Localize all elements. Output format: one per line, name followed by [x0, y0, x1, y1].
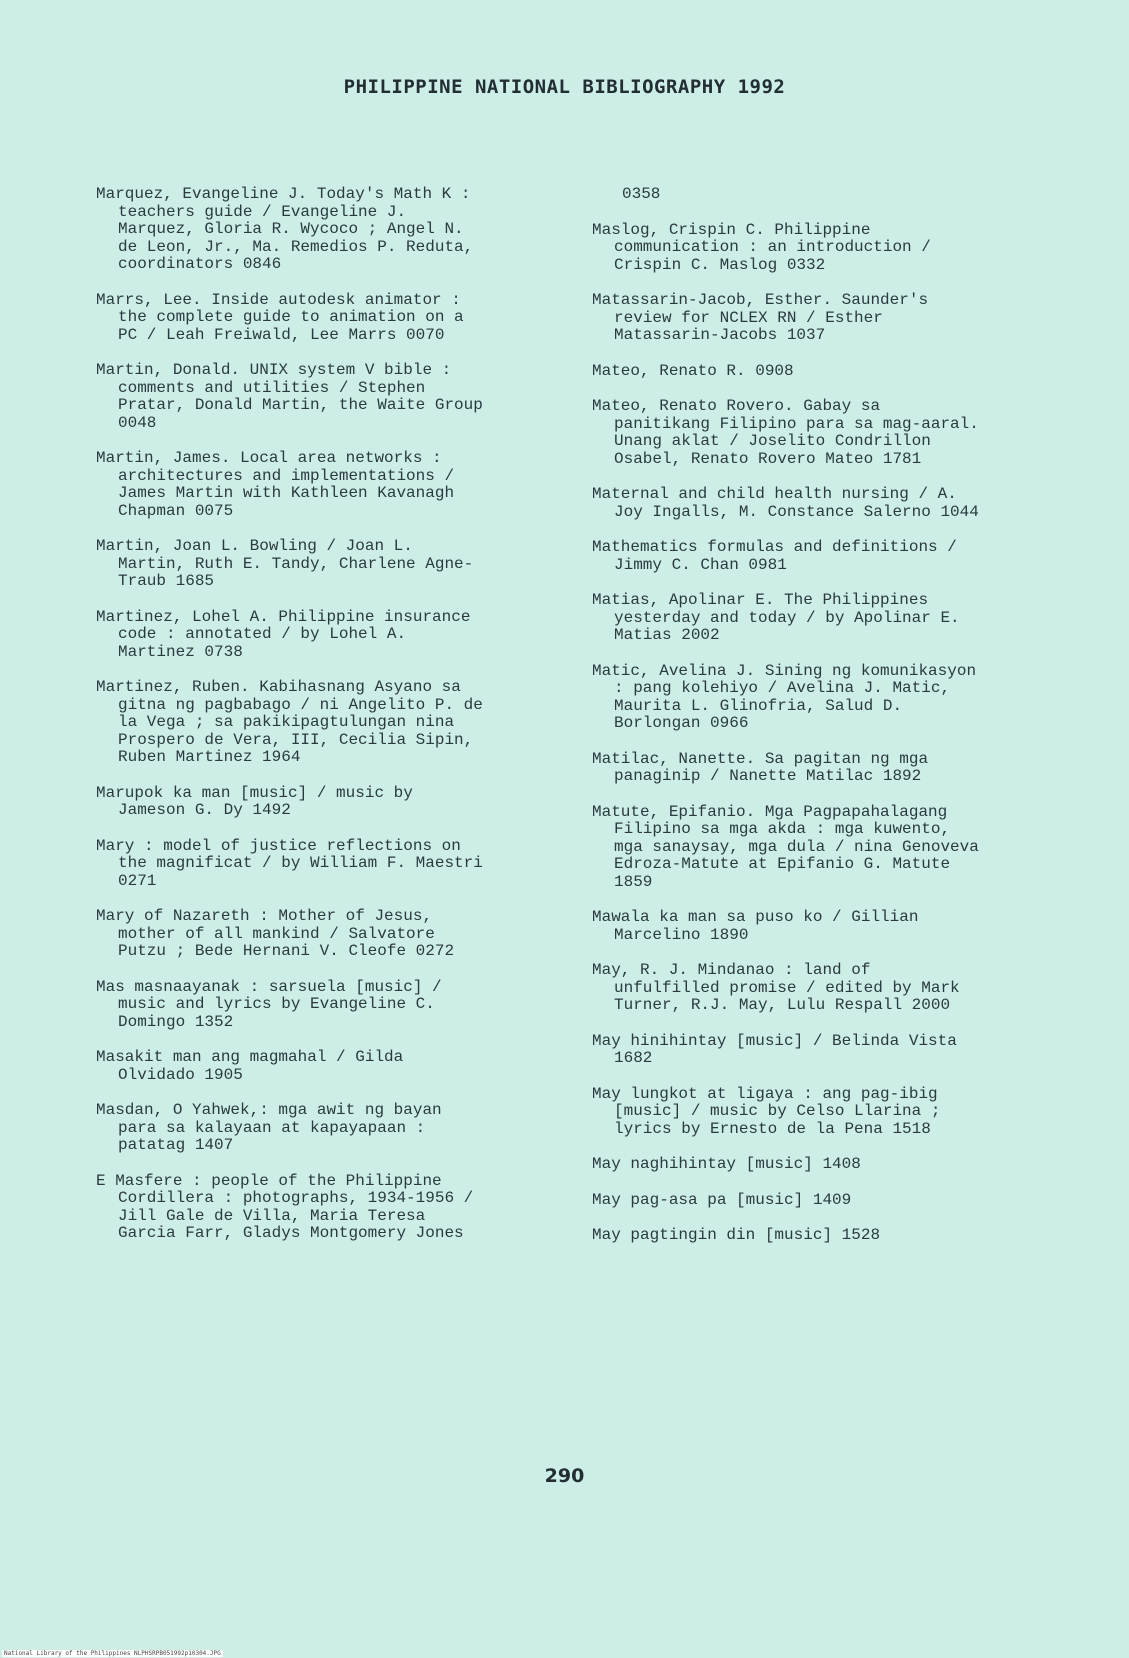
- bib-entry: May naghihintay [music] 1408: [592, 1155, 861, 1173]
- bib-entry: May, R. J. Mindanao : land of unfulfilled promise / edited by Mark Turner, R.J. May, Lulu Respall 2000: [592, 961, 960, 1014]
- bib-entry: May pag-asa pa [music] 1409: [592, 1190, 852, 1209]
- bib-entry: Mary : model of justice reflections on the magnificat / by William F. Maestri 0271: [96, 836, 483, 890]
- scan-credit: National Library of the Philippines NLPHSRPB051992p10304.JPG: [4, 1650, 221, 1657]
- bib-entry: Maslog, Crispin C. Philippine communication : an introduction / Crispin C. Maslog 0332: [592, 220, 931, 274]
- bib-entry-continuation: 0358: [622, 185, 661, 203]
- bib-entry: E Masfere : people of the Philippine Cordillera : photographs, 1934-1956 / Jill Gale de Villa, Maria Teresa Garcia Farr, Gladys Montgomery Jones: [96, 1171, 474, 1242]
- bib-entry: Mathematics formulas and definitions / Jimmy C. Chan 0981: [592, 538, 957, 574]
- bib-entry: Marupok ka man [music] / music by Jameson G. Dy 1492: [96, 783, 413, 819]
- bib-entry: Martin, James. Local area networks : architectures and implementations / James Martin with Kathleen Kavanagh Chapman 0075: [96, 449, 455, 520]
- bib-entry: Mas masnaayanak : sarsuela [music] / music and lyrics by Evangeline C. Domingo 1352: [96, 977, 442, 1031]
- page-title: PHILIPPINE NATIONAL BIBLIOGRAPHY 1992: [343, 76, 786, 98]
- bib-entry: Martin, Donald. UNIX system V bible : comments and utilities / Stephen Pratar, Donald Martin, the Waite Group 0048: [96, 361, 483, 432]
- left-column: [96, 186, 566, 1261]
- bib-entry: Matilac, Nanette. Sa pagitan ng mga panaginip / Nanette Matilac 1892: [592, 749, 929, 785]
- bib-entry: Mary of Nazareth : Mother of Jesus, mother of all mankind / Salvatore Putzu ; Bede Hernani V. Cleofe 0272: [96, 907, 455, 960]
- bib-entry: Matic, Avelina J. Sining ng komunikasyon : pang kolehiyo / Avelina J. Matic, Maurita L. Glinofria, Salud D. Borlongan 0966: [592, 661, 977, 732]
- bib-entry: Matassarin-Jacob, Esther. Saunder's review for NCLEX RN / Esther Matassarin-Jacobs 1037: [592, 291, 929, 344]
- page-number: 290: [544, 1465, 585, 1487]
- bib-entry: Marquez, Evangeline J. Today's Math K : teachers guide / Evangeline J. Marquez, Gloria R. Wycoco ; Angel N. de Leon, Jr., Ma. Remedios P. Reduta, coordinators 0846: [96, 185, 474, 273]
- bib-entry: May lungkot at ligaya : ang pag-ibig [music] / music by Celso Llarina ; lyrics by Ernesto de la Pena 1518: [592, 1084, 941, 1138]
- bib-entry: Martinez, Lohel A. Philippine insurance code : annotated / by Lohel A. Martinez 0738: [96, 607, 471, 661]
- bib-entry: Matute, Epifanio. Mga Pagpapahalagang Filipino sa mga akda : mga kuwento, mga sanaysay, mga dula / nina Genoveva Edroza-Matute at Epifanio G. Matute 1859: [592, 802, 979, 891]
- right-column: [592, 186, 1062, 1263]
- bib-entry: Mawala ka man sa puso ko / Gillian Marcelino 1890: [592, 908, 919, 944]
- bib-entry: Marrs, Lee. Inside autodesk animator : the complete guide to animation on a PC / Leah Freiwald, Lee Marrs 0070: [96, 290, 464, 344]
- bib-entry: May hinihintay [music] / Belinda Vista 1682: [592, 1031, 957, 1067]
- bib-entry: Matias, Apolinar E. The Philippines yesterday and today / by Apolinar E. Matias 2002: [592, 591, 960, 644]
- bib-entry: Martin, Joan L. Bowling / Joan L. Martin, Ruth E. Tandy, Charlene Agne- Traub 1685: [96, 537, 474, 590]
- bib-entry: Martinez, Ruben. Kabihasnang Asyano sa gitna ng pagbabago / ni Angelito P. de la Vega ; sa pakikipagtulungan nina Prospero de Vera, III, Cecilia Sipin, Ruben Martinez 1964: [96, 678, 483, 766]
- bib-entry: Maternal and child health nursing / A. Joy Ingalls, M. Constance Salerno 1044: [592, 485, 979, 521]
- bib-entry: Masdan, O Yahwek,: mga awit ng bayan para sa kalayaan at kapayapaan : patatag 1407: [96, 1101, 442, 1154]
- bib-entry: Mateo, Renato Rovero. Gabay sa panitikang Filipino para sa mag-aaral. Unang aklat / Joselito Condrillon Osabel, Renato Rovero Mateo 1781: [592, 397, 979, 468]
- bib-entry: Masakit man ang magmahal / Gilda Olvidado 1905: [96, 1048, 404, 1084]
- bib-entry: Mateo, Renato R. 0908: [592, 361, 794, 380]
- bib-entry: May pagtingin din [music] 1528: [592, 1226, 881, 1244]
